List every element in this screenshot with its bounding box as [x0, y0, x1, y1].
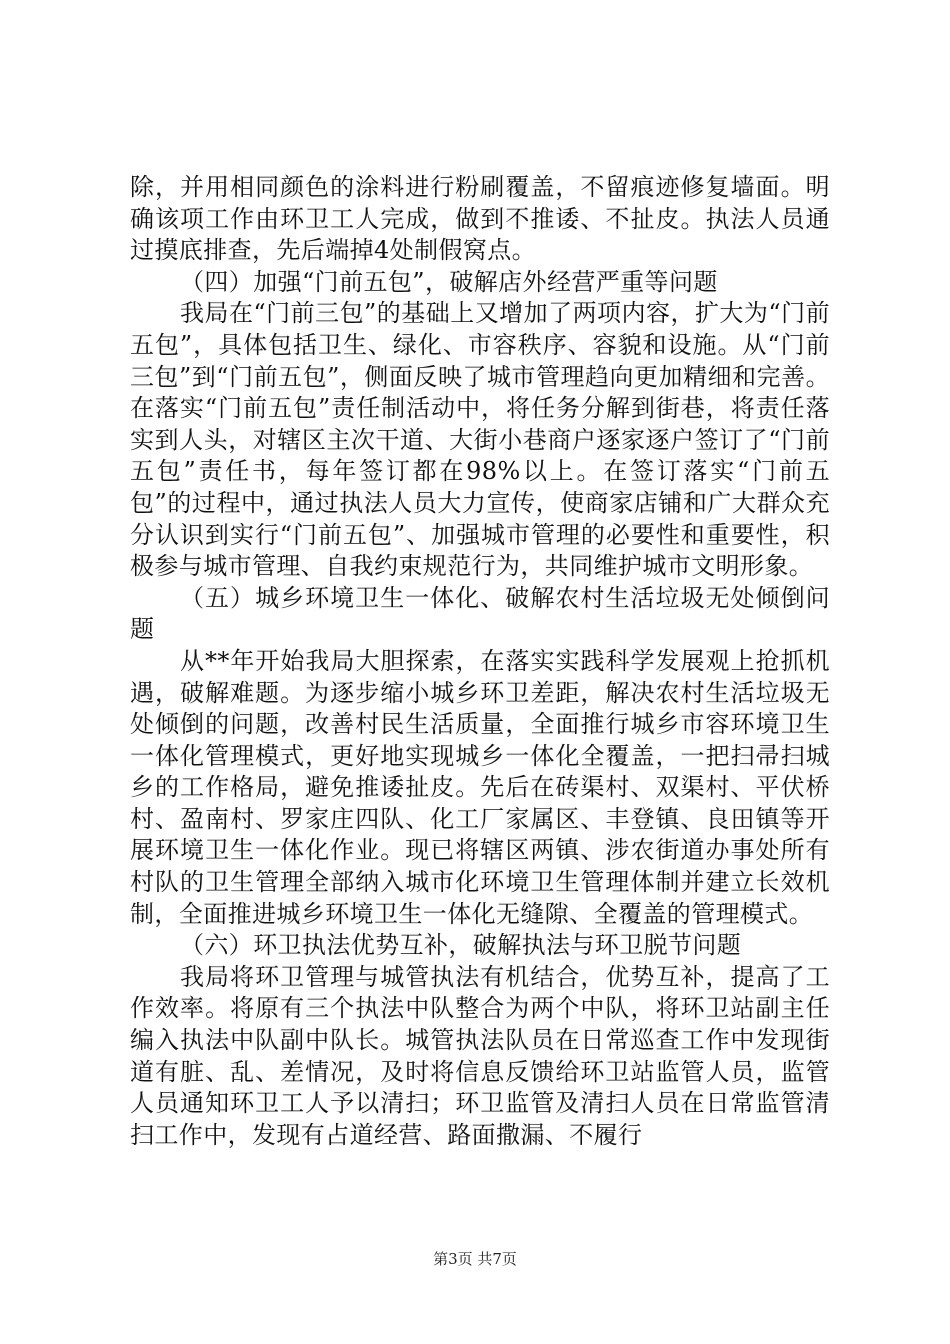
document-body [130, 172, 830, 1151]
paragraph-continuation: 除，并用相同颜色的涂料进行粉刷覆盖，不留痕迹修复墙面。明确该项工作由环卫工人完成，做到不推诿、不扯皮。执法人员通过摸底排查，先后端掉4处制假窝点。 [130, 173, 830, 265]
section-heading-6: （六）环卫执法优势互补，破解执法与环卫脱节问题 [180, 931, 742, 960]
paragraph-section-5: 从**年开始我局大胆探索，在落实实践科学发展观上抢抓机遇，破解难题。为逐步缩小城乡环卫差距，解决农村生活垃圾无处倾倒的问题，改善村民生活质量，全面推行城乡市容环境卫生一体化管理模式，更好地实现城乡一体化全覆盖，一把扫帚扫城乡的工作格局，避免推诿扯皮。先后在砖渠村、双渠村、平伏桥村、盈南村、罗家庄四队、化工厂家属区、丰登镇、良田镇等开展环境卫生一体化作业。现已将辖区两镇、涉农街道办事处所有村队的卫生管理全部纳入城市化环境卫生管理体制并建立长效机制，全面推进城乡环境卫生一体化无缝隙、全覆盖的管理模式。 [130, 646, 830, 928]
page-number-footer: 第3页 共7页 [433, 1250, 517, 1268]
paragraph-section-6: 我局将环卫管理与城管执法有机结合，优势互补，提高了工作效率。将原有三个执法中队整合为两个中队，将环卫站副主任编入执法中队副中队长。城管执法队员在日常巡查工作中发现街道有脏、乱、差情况，及时将信息反馈给环卫站监管人员，监管人员通知环卫工人予以清扫；环卫监管及清扫人员在日常监管清扫工作中，发现有占道经营、路面撒漏、不履行 [130, 962, 830, 1149]
paragraph-section-4: 我局在“门前三包”的基础上又增加了两项内容，扩大为“门前五包”，具体包括卫生、绿化、市容秩序、容貌和设施。从“门前三包”到“门前五包”，侧面反映了城市管理趋向更加精细和完善。在落实“门前五包”责任制活动中，将任务分解到街巷，将责任落实到人头，对辖区主次干道、大街小巷商户逐家逐户签订了“门前五包”责任书，每年签订都在98%以上。在签订落实“门前五包”的过程中，通过执法人员大力宣传，使商家店铺和广大群众充分认识到实行“门前五包”、加强城市管理的必要性和重要性，积极参与城市管理、自我约束规范行为，共同维护城市文明形象。 [130, 299, 830, 581]
section-heading-4: （四）加强“门前五包”，破解店外经营严重等问题 [180, 267, 718, 296]
section-heading-5: （五）城乡环境卫生一体化、破解农村生活垃圾无处倾倒问题 [130, 583, 830, 644]
